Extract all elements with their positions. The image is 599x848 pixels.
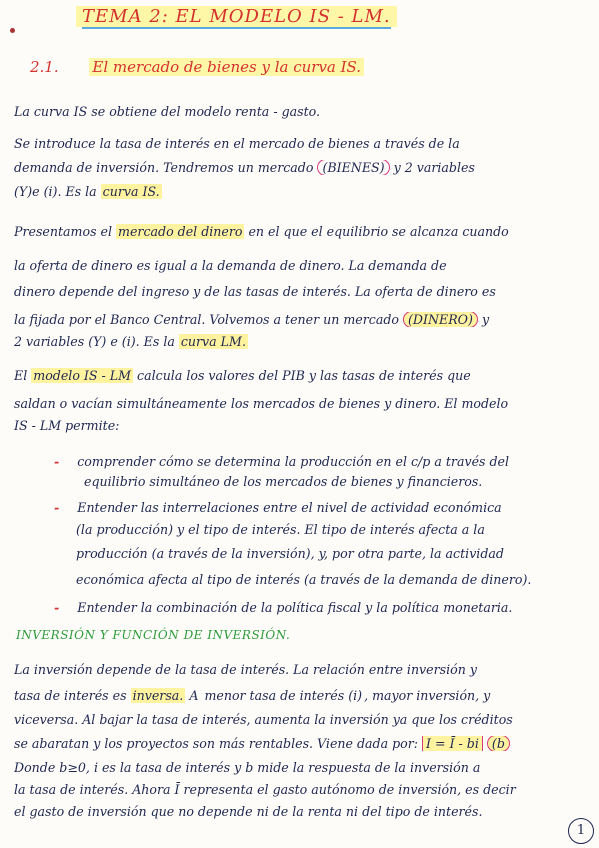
- highlight-curva-lm: curva LM.: [180, 334, 246, 349]
- text: económica afecta al tipo de interés (a través de la demanda de dinero).: [76, 572, 532, 587]
- text: en el que el equilibrio se alcanza cuando: [248, 224, 509, 239]
- bullet-2-line-2: [76, 522, 594, 537]
- text: comprender cómo se determina la producción en el c/p a través del: [77, 454, 510, 469]
- p2-line-3: [14, 284, 594, 299]
- investment-formula: I = Ī - bi: [422, 736, 483, 751]
- section-title: El mercado de bienes y la curva IS.: [89, 58, 364, 76]
- p3-line-3: [14, 418, 594, 433]
- text: se abaratan y los proyectos son más rentables. Viene dada por:: [14, 736, 419, 751]
- text: Entender las interrelaciones entre el nivel de actividad económica: [77, 500, 502, 515]
- text: equilibrio simultáneo de los mercados de bienes y financieros.: [84, 474, 483, 489]
- text: demanda de inversión. Tendremos un mercado: [14, 160, 314, 175]
- text: La curva IS se obtiene del modelo renta - gasto.: [14, 104, 321, 119]
- p4-line-6: [14, 782, 594, 797]
- text: (la producción) y el tipo de interés. El tipo de interés afecta a la: [76, 522, 485, 537]
- text: La inversión depende de la tasa de interés. La relación entre inversión y: [14, 662, 477, 677]
- section-number: 2.1.: [30, 58, 59, 76]
- p1-line-4: [14, 184, 594, 199]
- text: y: [481, 312, 490, 327]
- bullet-dash: -: [54, 600, 60, 615]
- p4-line-3: [14, 712, 594, 727]
- text: viceversa. Al bajar la tasa de interés, aumenta la inversión ya que los créditos: [14, 712, 513, 727]
- text: Se introduce la tasa de interés en el mercado de bienes a través de la: [14, 136, 460, 151]
- formula-note: (b: [487, 736, 510, 751]
- ink-dot: [10, 28, 15, 33]
- text: la oferta de dinero es igual a la demanda de dinero. La demanda de: [14, 258, 447, 273]
- p4-line-4: [14, 736, 594, 751]
- p2-line-1: [14, 224, 594, 239]
- bullet-2-line-4: [76, 572, 594, 587]
- bullet-3-line-1: [54, 600, 594, 615]
- text: (Y)e (i). Es la: [14, 184, 97, 199]
- text: Donde b≥0, i es la tasa de interés y b mide la respuesta de la inversión a: [14, 760, 481, 775]
- highlight-curva-is: curva IS.: [102, 184, 160, 199]
- text: A: [189, 688, 199, 703]
- p1-line-3: [14, 160, 594, 175]
- text: , mayor inversión, y: [364, 688, 491, 703]
- page-title-text: TEMA 2: EL MODELO IS - LM.: [82, 6, 391, 27]
- text: IS - LM permite:: [14, 418, 120, 433]
- text: 2 variables (Y) e (i). Es la: [14, 334, 175, 349]
- p2-line-5: [14, 334, 594, 349]
- page-number: 1: [568, 818, 594, 844]
- p4-line-5: [14, 760, 594, 775]
- text: Presentamos el: [14, 224, 113, 239]
- text: Entender la combinación de la política fiscal y la política monetaria.: [77, 600, 513, 615]
- bullet-2-line-3: [76, 546, 594, 561]
- text: la tasa de interés. Ahora Ī representa el gasto autónomo de inversión, es decir: [14, 782, 516, 797]
- text: el gasto de inversión que no depende ni de la renta ni del tipo de interés.: [14, 804, 483, 819]
- text: El: [14, 368, 28, 383]
- p2-line-4: [14, 312, 594, 327]
- p4-line-2: [14, 688, 594, 703]
- bullet-1-line-2: [84, 474, 594, 489]
- highlight-menor-tasa: menor tasa de interés (i): [204, 688, 363, 703]
- highlight-modelo-is-lm: modelo IS - LM: [33, 368, 132, 383]
- bullet-dash: -: [54, 454, 60, 469]
- text: la fijada por el Banco Central. Volvemos a tener un mercado: [14, 312, 399, 327]
- text: y 2 variables: [393, 160, 475, 175]
- bullet-1-line-1: [54, 454, 594, 469]
- p3-line-1: [14, 368, 594, 383]
- subheading-inversion: INVERSIÓN Y FUNCIÓN DE INVERSIÓN.: [16, 628, 291, 642]
- p1-line-1: [14, 104, 594, 119]
- highlight-inversa: inversa.: [132, 688, 184, 703]
- bullet-2-line-1: [54, 500, 594, 515]
- p2-line-2: [14, 258, 594, 273]
- section-heading: [30, 58, 364, 76]
- p4-line-1: [14, 662, 594, 677]
- bullet-dash: -: [54, 500, 60, 515]
- highlight-bienes: (BIENES): [317, 160, 389, 175]
- p4-line-7: [14, 804, 564, 819]
- text: producción (a través de la inversión), y, por otra parte, la actividad: [76, 546, 504, 561]
- text: saldan o vacían simultáneamente los mercados de bienes y dinero. El modelo: [14, 396, 509, 411]
- p3-line-2: [14, 396, 594, 411]
- highlight-mercado-dinero: mercado del dinero: [118, 224, 243, 239]
- page-title: [76, 6, 397, 27]
- text: dinero depende del ingreso y de las tasas de interés. La oferta de dinero es: [14, 284, 496, 299]
- highlight-dinero: (DINERO): [403, 312, 478, 327]
- p1-line-2: [14, 136, 594, 151]
- text: tasa de interés es: [14, 688, 127, 703]
- text: calcula los valores del PIB y las tasas de interés que: [137, 368, 471, 383]
